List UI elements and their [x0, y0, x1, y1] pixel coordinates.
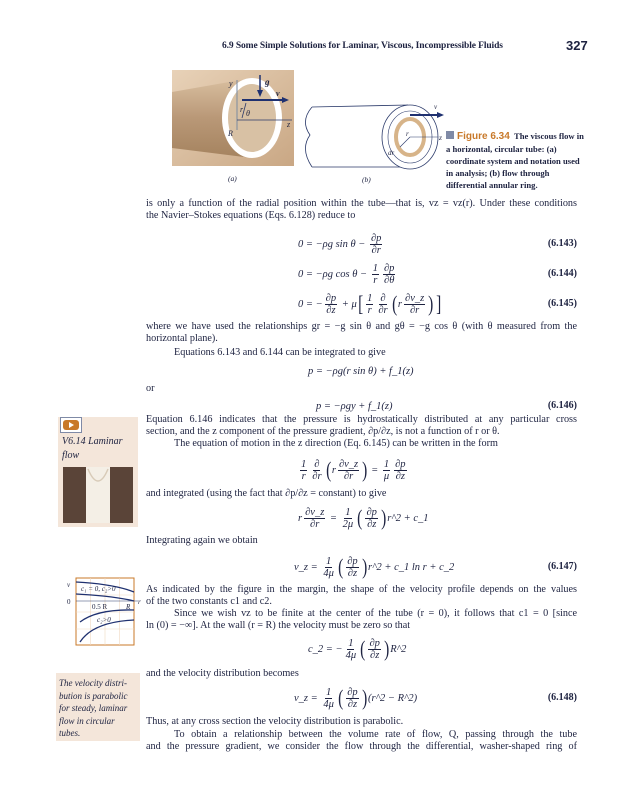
fraction-numerator: ∂: [380, 292, 386, 304]
fraction-denominator: r: [367, 304, 372, 316]
equation-fraction: [304, 507, 325, 530]
fraction-denominator: ∂z: [326, 304, 336, 316]
equation-delimiter: (: [357, 505, 363, 530]
paragraph-line: To obtain a relationship between the volume rate of flow, Q, passing through the tube: [174, 729, 577, 740]
equation-fraction: [383, 263, 395, 286]
equation-delimiter: ): [381, 505, 387, 530]
equation-fraction: [370, 233, 382, 256]
equation-6-148: [146, 683, 577, 713]
running-header: 6.9 Some Simple Solutions for Laminar, Viscous, Incompressible Fluids: [222, 41, 503, 51]
fraction-denominator: ∂r: [378, 304, 388, 316]
figure-b-tube-diagram: [298, 95, 446, 170]
play-icon: [63, 420, 79, 430]
label-y: y: [229, 79, 233, 88]
fraction-numerator: ∂p: [325, 292, 337, 304]
equation-number: (6.145): [547, 298, 577, 309]
fraction-denominator: r: [301, 470, 306, 482]
axis-label-r: r: [138, 598, 141, 606]
equation-term: =: [368, 464, 381, 476]
fraction-numerator: 1: [345, 506, 351, 518]
equation-delimiter: ): [361, 685, 367, 710]
tick-label-half-r: 0.5 R: [92, 603, 108, 611]
equation-c2: [146, 634, 577, 664]
fraction-numerator: ∂p: [395, 458, 406, 470]
paragraph-line: and integrated (using the fact that ∂p/∂z = constant) to give: [146, 488, 387, 499]
figure-number: Figure 6.34: [457, 131, 510, 142]
equation-fraction: [377, 293, 388, 316]
label-vz: v: [276, 89, 280, 98]
velocity-profile-figure: [52, 572, 144, 652]
equation-fraction: [345, 638, 358, 661]
equation-term: R^2: [390, 643, 407, 655]
fraction-numerator: ∂p: [383, 262, 395, 274]
equation-delimiter: ): [362, 457, 368, 482]
fraction-numerator: ∂p: [347, 555, 358, 567]
paragraph-line: Equations 6.143 and 6.144 can be integrated to give: [174, 347, 386, 358]
equation-term: + μ: [339, 298, 357, 310]
equation-term: r^2 + c_1: [387, 512, 429, 524]
fraction-denominator: ∂r: [409, 304, 420, 316]
fraction-numerator: 1: [348, 637, 354, 649]
paragraph-line: ln (0) = −∞]. At the wall (r = R) the velocity must be zero so that: [146, 620, 411, 631]
equation-delimiter: (: [360, 636, 366, 661]
fraction-denominator: 4μ: [323, 698, 334, 710]
fraction-numerator: ∂p: [347, 686, 358, 698]
fraction-denominator: 2μ: [342, 518, 354, 530]
equation-term: 0 = −ρg cos θ −: [298, 268, 370, 280]
equation-delimiter: ]: [435, 291, 441, 316]
margin-caption-line: The velocity distri-: [59, 678, 127, 688]
fraction-denominator: 4μ: [345, 649, 357, 661]
fraction-denominator: μ: [383, 470, 390, 482]
curve-label-c1c2: c₁ = 0, c₂>0: [81, 585, 116, 593]
equation-fraction: [346, 687, 358, 710]
caption-square-icon: [446, 131, 454, 139]
equation-fraction: [368, 638, 380, 661]
equation-term: v_z =: [294, 692, 321, 704]
equation-delimiter: (: [391, 291, 397, 316]
axis-label-vz: v: [67, 581, 71, 589]
equation-delimiter: [: [357, 291, 363, 316]
equation-term: p = −ρg(r sin θ) + f_1(z): [308, 365, 414, 377]
fraction-numerator: 1: [325, 555, 332, 567]
fraction-denominator: ∂z: [370, 649, 380, 661]
page-number: 327: [566, 38, 588, 53]
fraction-numerator: ∂v_z: [405, 292, 425, 304]
equation-fraction: [342, 507, 355, 530]
equation-number: (6.146): [547, 400, 577, 411]
fraction-numerator: ∂v_z: [338, 458, 359, 470]
fraction-numerator: 1: [372, 262, 378, 274]
video-title-line2[interactable]: flow: [62, 450, 80, 461]
equation-fraction: [325, 293, 337, 316]
equation-term: r: [397, 298, 403, 310]
paragraph-line: As indicated by the figure in the margin, the shape of the velocity profile depends on the values: [146, 584, 577, 595]
fraction-denominator: ∂z: [347, 567, 358, 579]
paragraph-line: or: [146, 383, 155, 394]
margin-caption-line: bution is parabolic: [59, 690, 128, 701]
margin-caption-line: flow in circular: [59, 715, 115, 726]
fraction-numerator: ∂v_z: [305, 506, 325, 518]
fraction-numerator: ∂: [314, 458, 320, 470]
equation-number: (6.147): [547, 561, 577, 572]
equation-term: v_z =: [294, 561, 321, 573]
figure-a-tube-photo: [172, 70, 294, 166]
equation-6-145: [146, 289, 577, 319]
equation-delimiter: (: [325, 457, 331, 482]
equation-number: (6.144): [547, 268, 577, 279]
equation-delimiter: ): [361, 554, 367, 579]
paragraph-line: of the two constants c1 and c2.: [146, 596, 272, 607]
paragraph-line: the Navier–Stokes equations (Eqs. 6.128) reduce to: [146, 210, 356, 221]
fraction-denominator: ∂r: [343, 470, 354, 482]
caption-text: The viscous flow in a horizontal, circular tube: (a) coordinate system and notation used in analysis; (b) flow through differential annular ring.: [446, 131, 584, 190]
fraction-denominator: ∂z: [367, 518, 377, 530]
fraction-denominator: ∂z: [347, 698, 358, 710]
fraction-denominator: ∂r: [310, 518, 320, 530]
equation-term: (r^2 − R^2): [367, 692, 418, 704]
play-button[interactable]: [60, 417, 82, 433]
equation-fraction: [394, 459, 406, 482]
equation-delimiter: (: [337, 685, 344, 710]
paragraph-line: where we have used the relationships gr = −g sin θ and gθ = −g cos θ (with θ measured from the: [146, 321, 577, 332]
fraction-numerator: 1: [325, 686, 332, 698]
equation-6-144: [146, 259, 577, 289]
paragraph-line: Thus, at any cross section the velocity distribution is parabolic.: [146, 716, 404, 727]
figure-b-label: (b): [362, 175, 371, 184]
video-sidebar[interactable]: [58, 417, 138, 527]
label-dr: dr: [388, 149, 395, 157]
axis-label-zero: 0: [67, 598, 71, 606]
equation-term: r: [298, 512, 303, 524]
figure-caption: [446, 130, 586, 191]
equation-term: c_2 = −: [308, 643, 343, 655]
curve-label-c2: c₂>0: [97, 616, 111, 624]
fraction-denominator: ∂r: [312, 470, 322, 482]
equation-fraction: [404, 293, 425, 316]
label-theta: θ: [246, 109, 250, 118]
label-g: g: [265, 77, 270, 87]
equation-motion: [146, 455, 577, 485]
fraction-numerator: ∂p: [370, 232, 382, 244]
equation-delimiter: ): [428, 291, 434, 316]
equation-fraction: [366, 293, 373, 316]
fraction-denominator: r: [373, 274, 378, 286]
equation-delimiter: ): [384, 636, 390, 661]
equation-delimiter: (: [337, 554, 344, 579]
fraction-numerator: 1: [367, 292, 373, 304]
label-r: r: [406, 130, 409, 138]
equation-fraction: [300, 459, 307, 482]
paragraph-line: The equation of motion in the z direction (Eq. 6.145) can be written in the form: [174, 438, 498, 449]
fraction-denominator: ∂θ: [384, 274, 395, 286]
equation-term: =: [327, 512, 340, 524]
paragraph-line: is only a function of the radial position within the tube—that is, vz = vz(r). Under these conditions: [146, 198, 577, 209]
equation-number: (6.143): [547, 238, 577, 249]
equation-6-147: [146, 552, 577, 582]
label-R: R: [228, 129, 233, 138]
tick-label-r: R: [126, 603, 131, 611]
margin-caption-line: for steady, laminar: [59, 703, 128, 713]
equation-number: (6.148): [547, 692, 577, 703]
fraction-numerator: ∂p: [369, 637, 380, 649]
video-thumbnail[interactable]: [63, 467, 133, 523]
fraction-denominator: ∂z: [395, 470, 405, 482]
label-z: z: [287, 120, 291, 129]
fraction-denominator: 4μ: [323, 567, 334, 579]
equation-term: r: [331, 464, 336, 476]
paragraph-line: Equation 6.146 indicates that the pressure is hydrostatically distributed at any particular cross: [146, 414, 577, 425]
fraction-numerator: 1: [301, 458, 307, 470]
equation-fraction: [365, 507, 377, 530]
paragraph-line: Integrating again we obtain: [146, 535, 258, 546]
equation-fraction: [338, 459, 359, 482]
equation-fraction: [322, 556, 335, 579]
paragraph-line: and the velocity distribution becomes: [146, 668, 299, 679]
video-title[interactable]: V6.14 Laminar: [62, 436, 123, 447]
paragraph-line: Since we wish vz to be finite at the center of the tube (r = 0), it follows that c1 = 0 [since: [174, 608, 577, 619]
margin-caption: [56, 673, 140, 741]
equation-term: 0 = −ρg sin θ −: [298, 238, 368, 250]
paragraph-line: horizontal plane).: [146, 333, 218, 344]
equation-6-143: [146, 229, 577, 259]
figure-a-label: (a): [228, 174, 237, 183]
equation-fraction: [383, 459, 390, 482]
fraction-numerator: 1: [383, 458, 390, 470]
equation-term: 0 = −: [298, 298, 323, 310]
equation-fraction: [311, 459, 322, 482]
equation-term: r^2 + c_1 ln r + c_2: [367, 561, 455, 573]
label-r: r: [240, 105, 244, 114]
fraction-denominator: ∂r: [371, 244, 381, 256]
fraction-numerator: ∂p: [366, 506, 377, 518]
equation-pressure: [146, 356, 577, 386]
figure-b-z-label: z: [439, 133, 442, 142]
equation-term: p = −ρgy + f_1(z): [316, 400, 393, 412]
equation-fraction: [322, 687, 335, 710]
margin-caption-line: tubes.: [59, 728, 81, 738]
equation-fraction: [346, 556, 358, 579]
label-vz: v: [434, 103, 438, 111]
paragraph-line: section, and the z component of the pressure gradient, ∂p/∂z, is not a function of r or θ.: [146, 426, 500, 437]
paragraph-line: and the pressure gradient, we consider the flow through the differential, washer-shaped ring of: [146, 741, 577, 752]
equation-integrated: [146, 503, 577, 533]
equation-fraction: [372, 263, 379, 286]
